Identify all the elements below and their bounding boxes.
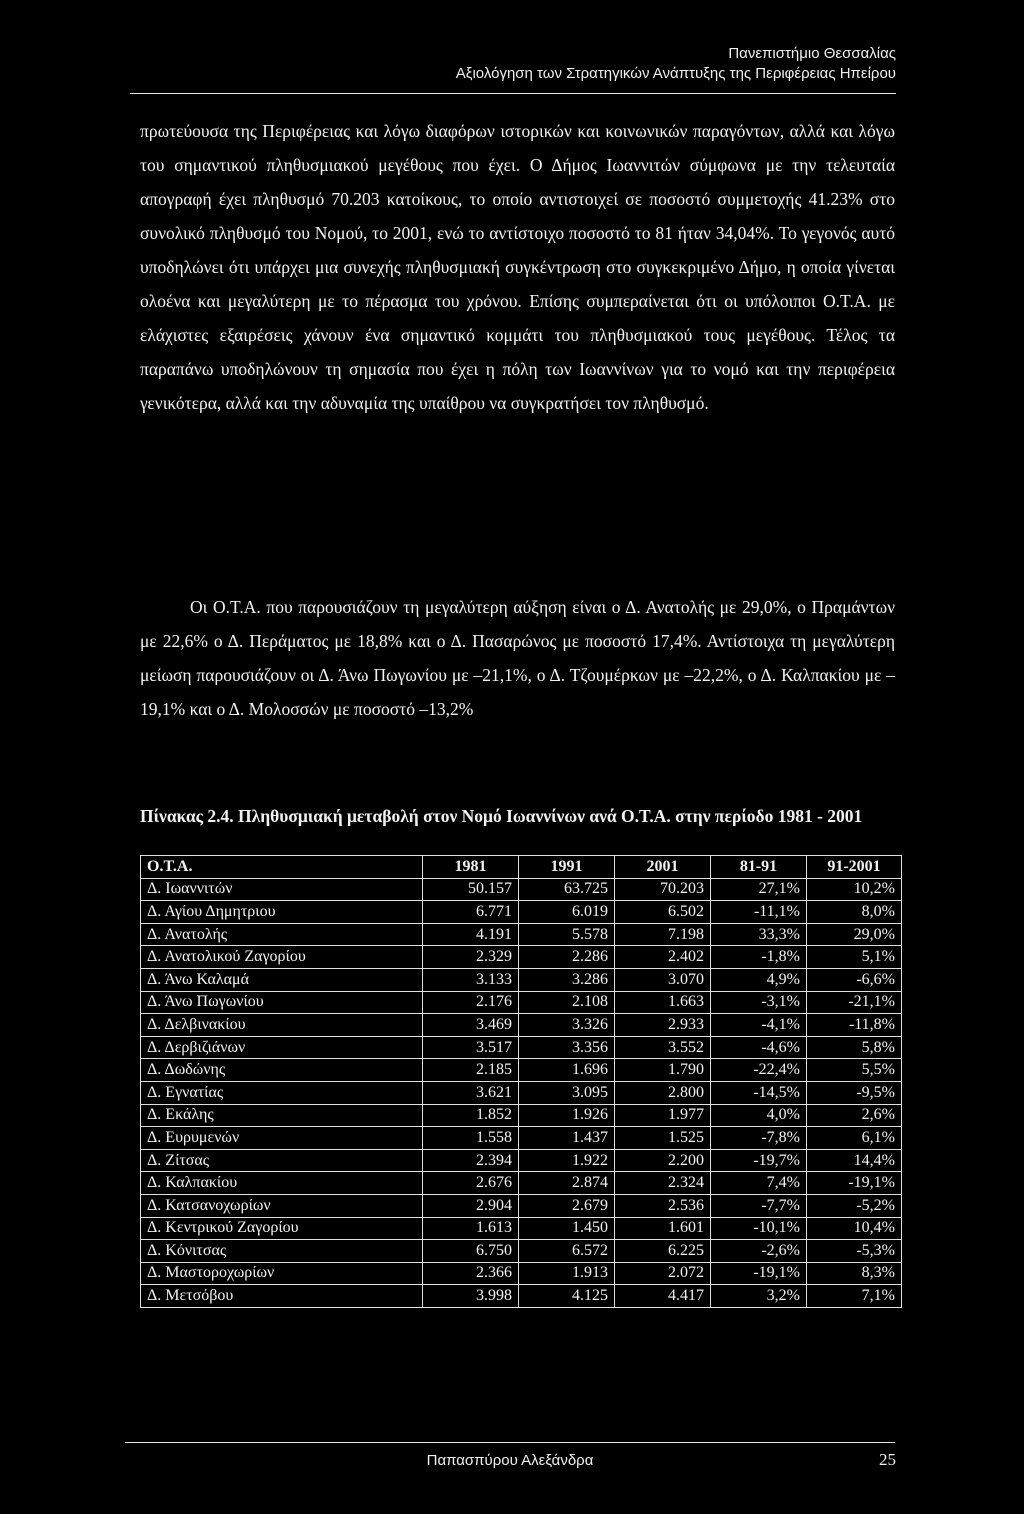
table-row [141,968,902,991]
value-cell: 1.437 [519,1127,615,1150]
value-cell: -4,1% [711,1014,807,1037]
ota-name-cell: Δ. Κεντρικού Ζαγορίου [141,1217,423,1240]
value-cell: -21,1% [807,991,902,1014]
value-cell: 2.108 [519,991,615,1014]
column-header-1981: 1981 [423,856,519,879]
value-cell: -10,1% [711,1217,807,1240]
ota-name-cell: Δ. Καλπακίου [141,1172,423,1195]
value-cell: 3.326 [519,1014,615,1037]
value-cell: 3.469 [423,1014,519,1037]
value-cell: 1.790 [615,1059,711,1082]
value-cell: 27,1% [711,878,807,901]
value-cell: 1.663 [615,991,711,1014]
value-cell: 3.517 [423,1036,519,1059]
value-cell: 2.200 [615,1149,711,1172]
table-row [141,1104,902,1127]
value-cell: 1.977 [615,1104,711,1127]
ota-name-cell: Δ. Εγνατίας [141,1081,423,1104]
value-cell: 33,3% [711,923,807,946]
value-cell: 3.070 [615,968,711,991]
value-cell: -6,6% [807,968,902,991]
table-row [141,1149,902,1172]
value-cell: -7,8% [711,1127,807,1150]
value-cell: 6.750 [423,1240,519,1263]
value-cell: -4,6% [711,1036,807,1059]
value-cell: -14,5% [711,1081,807,1104]
value-cell: 2.185 [423,1059,519,1082]
ota-name-cell: Δ. Ανατολικού Ζαγορίου [141,946,423,969]
value-cell: 1.613 [423,1217,519,1240]
ota-name-cell: Δ. Ζίτσας [141,1149,423,1172]
paragraph-2: Οι Ο.Τ.Α. που παρουσιάζουν τη μεγαλύτερη αύξηση είναι ο Δ. Ανατολής με 29,0%, ο Πραμάντων με 22,6% ο Δ. Περάματος με 18,8% και ο Δ. Πασαρώνος με ποσοστό 17,4%. Αντίστοιχα τη μεγαλύτερη μείωση παρουσιάζουν οι Δ. Άνω Πωγωνίου με –21,1%, ο Δ. Τζουμέρκων με –22,2%, ο Δ. Καλπακίου με –19,1% και ο Δ. Μολοσσών με ποσοστό –13,2% [140,597,895,719]
value-cell: 14,4% [807,1149,902,1172]
value-cell: 2.394 [423,1149,519,1172]
page-number: 25 [879,1450,896,1469]
value-cell: -19,1% [711,1262,807,1285]
value-cell: 29,0% [807,923,902,946]
value-cell: 5,8% [807,1036,902,1059]
table-row [141,1014,902,1037]
value-cell: 5,5% [807,1059,902,1082]
value-cell: -22,4% [711,1059,807,1082]
value-cell: -19,1% [807,1172,902,1195]
value-cell: 63.725 [519,878,615,901]
ota-name-cell: Δ. Μαστοροχωρίων [141,1262,423,1285]
ota-name-cell: Δ. Εκάλης [141,1104,423,1127]
ota-name-cell: Δ. Άνω Καλαμά [141,968,423,991]
value-cell: 7.198 [615,923,711,946]
value-cell: 10,2% [807,878,902,901]
value-cell: -9,5% [807,1081,902,1104]
value-cell: 2.402 [615,946,711,969]
table-row [141,1285,902,1308]
ota-name-cell: Δ. Μετσόβου [141,1285,423,1308]
ota-name-cell: Δ. Ευρυμενών [141,1127,423,1150]
value-cell: 6.502 [615,901,711,924]
value-cell: -7,7% [711,1194,807,1217]
ota-name-cell: Δ. Κατσανοχωρίων [141,1194,423,1217]
table-row [141,901,902,924]
value-cell: 3.552 [615,1036,711,1059]
value-cell: 1.696 [519,1059,615,1082]
ota-name-cell: Δ. Δελβινακίου [141,1014,423,1037]
ota-name-cell: Δ. Αγίου Δημητριου [141,901,423,924]
table-row [141,1127,902,1150]
value-cell: 5,1% [807,946,902,969]
value-cell: 5.578 [519,923,615,946]
table-row [141,1059,902,1082]
header-university: Πανεπιστήμιο Θεσσαλίας [728,45,896,62]
value-cell: 1.450 [519,1217,615,1240]
value-cell: -19,7% [711,1149,807,1172]
value-cell: -2,6% [711,1240,807,1263]
value-cell: 2.366 [423,1262,519,1285]
table-row [141,946,902,969]
table-row [141,1172,902,1195]
column-header-2001: 2001 [615,856,711,879]
value-cell: -11,1% [711,901,807,924]
value-cell: 1.922 [519,1149,615,1172]
table-row [141,991,902,1014]
paragraph-1: πρωτεύουσα της Περιφέρειας και λόγω διαφόρων ιστορικών και κοινωνικών παραγόντων, αλλά και λόγω του σημαντικού πληθυσμιακού μεγέθους που έχει. Ο Δήμος Ιωαννιτών σύμφωνα με την τελευταία απογραφή έχει πληθυσμό 70.203 κατοίκους, το οποίο αντιστοιχεί σε ποσοστό συμμετοχής 41.23% στο συνολικό πληθυσμό του Νομού, το 2001, ενώ το αντίστοιχο ποσοστό το 81 ήταν 34,04%. Το γεγονός αυτό υποδηλώνει ότι υπάρχει μια συνεχής πληθυσμιακή συγκέντρωση στο συγκεκριμένο Δήμο, η οποία γίνεται ολοένα και μεγαλύτερη με το πέρασμα του χρόνου. Επίσης συμπεραίνεται ότι οι υπόλοιποι Ο.Τ.Α. με ελάχιστες εξαιρέσεις χάνουν ένα σημαντικό κομμάτι του πληθυσμιακού τους μεγέθους. Τέλος τα παραπάνω υποδηλώνουν τη σημασία που έχει η πόλη των Ιωαννίνων για το νομό και την περιφέρεια γενικότερα, αλλά και την αδυναμία της υπαίθρου να συγκρατήσει τον πληθυσμό. [140,121,895,413]
value-cell: 2.176 [423,991,519,1014]
value-cell: 2.800 [615,1081,711,1104]
value-cell: 3.998 [423,1285,519,1308]
value-cell: 1.926 [519,1104,615,1127]
value-cell: 2.329 [423,946,519,969]
value-cell: 4.417 [615,1285,711,1308]
value-cell: 10,4% [807,1217,902,1240]
value-cell: 8,3% [807,1262,902,1285]
footer-rule [125,1442,895,1443]
ota-name-cell: Δ. Κόνιτσας [141,1240,423,1263]
value-cell: 6.019 [519,901,615,924]
value-cell: -5,2% [807,1194,902,1217]
table-caption: Πίνακας 2.4. Πληθυσμιακή μεταβολή στον Νομό Ιωαννίνων ανά Ο.Τ.Α. στην περίοδο 1981 - 2001 [140,806,863,826]
column-header-91-2001: 91-2001 [807,856,902,879]
value-cell: 1.525 [615,1127,711,1150]
value-cell: 3.621 [423,1081,519,1104]
value-cell: 4,0% [711,1104,807,1127]
value-cell: 2.324 [615,1172,711,1195]
table-row [141,923,902,946]
value-cell: 2.072 [615,1262,711,1285]
value-cell: 2,6% [807,1104,902,1127]
table-row [141,1081,902,1104]
value-cell: 6,1% [807,1127,902,1150]
table-row [141,1217,902,1240]
value-cell: 2.874 [519,1172,615,1195]
value-cell: 3.095 [519,1081,615,1104]
value-cell: -11,8% [807,1014,902,1037]
ota-name-cell: Δ. Δωδώνης [141,1059,423,1082]
ota-name-cell: Δ. Ανατολής [141,923,423,946]
table-row [141,1036,902,1059]
table-row [141,1240,902,1263]
value-cell: 4.125 [519,1285,615,1308]
page-header [130,44,896,84]
ota-name-cell: Δ. Άνω Πωγωνίου [141,991,423,1014]
value-cell: 3.286 [519,968,615,991]
value-cell: 6.572 [519,1240,615,1263]
value-cell: 3.356 [519,1036,615,1059]
value-cell: 3,2% [711,1285,807,1308]
value-cell: 7,4% [711,1172,807,1195]
table-header-row [141,856,902,879]
value-cell: 2.676 [423,1172,519,1195]
value-cell: 2.679 [519,1194,615,1217]
value-cell: 2.904 [423,1194,519,1217]
value-cell: 70.203 [615,878,711,901]
value-cell: 4,9% [711,968,807,991]
table-body [141,878,902,1307]
value-cell: 8,0% [807,901,902,924]
table-row [141,1262,902,1285]
value-cell: 2.286 [519,946,615,969]
value-cell: -3,1% [711,991,807,1014]
footer-author: Παπασπύρου Αλεξάνδρα [426,1452,594,1469]
value-cell: 3.133 [423,968,519,991]
value-cell: 2.536 [615,1194,711,1217]
value-cell: 1.601 [615,1217,711,1240]
table-row [141,878,902,901]
value-cell: 2.933 [615,1014,711,1037]
value-cell: 1.852 [423,1104,519,1127]
value-cell: 50.157 [423,878,519,901]
value-cell: 6.771 [423,901,519,924]
column-header-81-91: 81-91 [711,856,807,879]
value-cell: 7,1% [807,1285,902,1308]
value-cell: 1.558 [423,1127,519,1150]
ota-name-cell: Δ. Ιωαννιτών [141,878,423,901]
value-cell: 4.191 [423,923,519,946]
header-rule [130,93,896,94]
value-cell: 6.225 [615,1240,711,1263]
header-title: Αξιολόγηση των Στρατηγικών Ανάπτυξης της Περιφέρειας Ηπείρου [455,65,896,82]
population-table [140,855,902,1308]
value-cell: -1,8% [711,946,807,969]
column-header-ota: Ο.Τ.Α. [141,856,423,879]
column-header-1991: 1991 [519,856,615,879]
ota-name-cell: Δ. Δερβιζιάνων [141,1036,423,1059]
table-row [141,1194,902,1217]
value-cell: 1.913 [519,1262,615,1285]
value-cell: -5,3% [807,1240,902,1263]
